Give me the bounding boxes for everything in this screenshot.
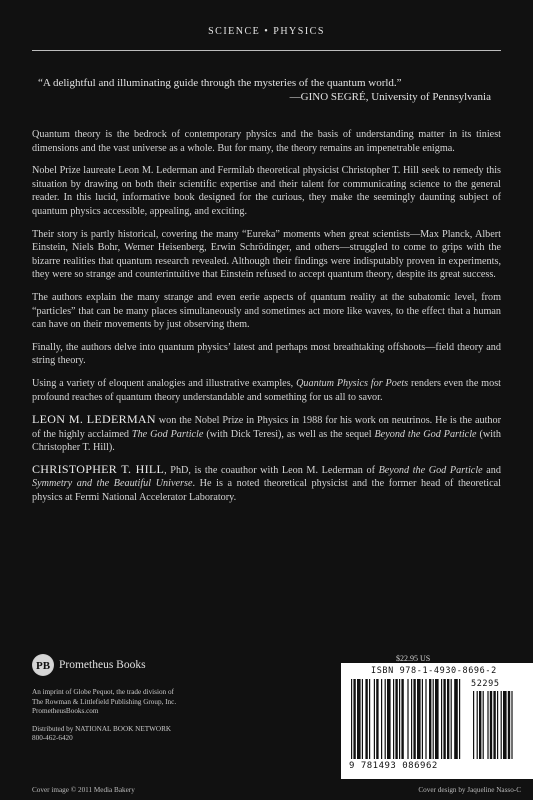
cover-design-credit: Cover design by Jaqueline Nasso-C — [418, 786, 521, 794]
barcode-bar — [454, 679, 458, 759]
publisher-details — [32, 688, 282, 717]
addon-bar — [493, 691, 495, 759]
price-code: 52295 — [471, 679, 500, 689]
barcode-bar — [459, 679, 460, 759]
addon-bar — [497, 691, 498, 759]
book-title: Beyond the God Particle — [378, 464, 483, 476]
barcode-bar — [425, 679, 426, 759]
description — [32, 128, 501, 404]
category-label: SCIENCE • PHYSICS — [208, 26, 325, 37]
bio-text: (with Dick Teresi), as well as the sequel — [203, 428, 375, 440]
addon-bar — [511, 691, 512, 759]
barcode-bar — [429, 679, 431, 759]
barcode-bar — [407, 679, 408, 759]
header-divider — [32, 50, 501, 51]
barcode-bar — [399, 679, 400, 759]
logo-letters: PB — [35, 660, 51, 672]
barcode-bar — [369, 679, 370, 759]
book-title: Beyond the God Particle — [374, 428, 477, 440]
barcode-bar — [435, 679, 439, 759]
addon-bar — [490, 691, 492, 759]
distributor-line: Distributed by NATIONAL BOOK NETWORK — [32, 724, 172, 733]
bio-text: , PhD, is the coauthor with Leon M. Lederman of — [164, 464, 379, 476]
barcode-bar — [393, 679, 394, 759]
barcode-bar — [353, 679, 355, 759]
endorsement-quote: “A delightful and illuminating guide through the mysteries of the quantum world.” — [38, 77, 402, 89]
cover-image-credit: Cover image © 2011 Media Bakery — [32, 786, 135, 794]
description-paragraph-3: Their story is partly historical, covering the many “Eureka” moments when great scientists—Max Planck, Albert Einstein, Niels Bohr, Werner Heisenberg, Erwin Schrödinger, and others—struggled to come to grips with the bizarre realities that quantum research revealed. Although their findings were indisputably proven in experiments, they were so strange and counterintuitive that Einstein refused to accept quantum theory, despite its great success. — [32, 228, 501, 281]
addon-bar — [479, 691, 481, 759]
barcode-bar — [433, 679, 434, 759]
publisher-block — [32, 654, 282, 744]
barcode-bar — [365, 679, 367, 759]
addon-bar — [477, 691, 478, 759]
barcode-bar — [374, 679, 375, 759]
back-cover-content — [32, 76, 501, 513]
price-label: $22.95 US — [396, 654, 431, 663]
barcode-panel — [341, 663, 533, 779]
isbn-text: ISBN 978-1-4930-8696-2 — [371, 666, 497, 676]
barcode-bar — [411, 679, 412, 759]
book-title: The God Particle — [131, 428, 204, 440]
bio-lederman — [32, 413, 501, 455]
barcode-bar — [417, 679, 421, 759]
imprint-line-1: An imprint of Globe Pequot, the trade division of — [32, 688, 174, 696]
description-paragraph-4: The authors explain the many strange and even eerie aspects of quantum reality at the subatomic level, from “particles” that can be many places simultaneously and sometimes act more like waves, to the effect that a human can have on their movements by just observing them. — [32, 291, 501, 331]
addon-bar — [503, 691, 507, 759]
p6-text-a: Using a variety of eloquent analogies and illustrative examples, — [32, 377, 297, 389]
description-paragraph-1: Quantum theory is the bedrock of contemporary physics and the basis of understanding matter in its tiniest dimensions and the vast universe as a whole. But for many, the theory remains an impenetrable enigma. — [32, 129, 501, 154]
distributor-phone: 800-462-6420 — [32, 734, 73, 743]
bio-text: . He is a noted theoretical physicist and the former head of theoretical physics at Fermi National Accelerator Laboratory. — [32, 478, 501, 504]
ean-digits: 9 781493 086962 — [349, 761, 438, 771]
bio-text: won the Nobel Prize in Physics in 1988 for his work on neutrinos. He is the author of the highly acclaimed — [32, 415, 501, 440]
barcode-bar — [381, 679, 382, 759]
description-paragraph-5: Finally, the authors delve into quantum physics’ latest and perhaps most breathtaking offshoots—field theory and string theory. — [32, 341, 501, 367]
description-paragraph-6 — [32, 377, 501, 404]
barcode-bar — [385, 679, 386, 759]
barcode-bar — [401, 679, 403, 759]
attribution-affiliation: , University of Pennsylvania — [365, 91, 491, 103]
imprint-line-2: The Rowman & Littlefield Publishing Group, Inc. — [32, 697, 177, 706]
barcode-bar — [422, 679, 423, 759]
addon-bar — [508, 691, 510, 759]
author-bios — [32, 413, 501, 505]
author-name-lederman: LEON M. LEDERMAN — [32, 412, 156, 427]
book-title: Symmetry and the Beautiful Universe — [32, 478, 193, 490]
description-paragraph-2: Nobel Prize laureate Leon M. Lederman and Fermilab theoretical physicist Christopher T. Hill seek to remedy this situation by drawing on both their scientific expertise and their talent for communicating science to the general reader. In this lucid, informative book designed for the curious, they make the seemingly daunting subject of quantum physics accessible, appealing, and exciting. — [32, 165, 501, 217]
barcode-bar — [387, 679, 391, 759]
barcode-bar — [441, 679, 442, 759]
barcode-bar — [362, 679, 363, 759]
barcode-bar — [357, 679, 361, 759]
publisher-logo-row — [32, 654, 282, 676]
addon-bar — [483, 691, 484, 759]
barcode-bar — [447, 679, 449, 759]
p6-text-b: renders even the most profound reaches of quantum theory understandable and something for us all to savor. — [32, 377, 501, 403]
addon-bar — [473, 691, 474, 759]
attribution-name: GINO SEGRÉ — [300, 91, 366, 103]
bio-text: (with Christopher T. Hill). — [32, 428, 501, 454]
barcode-bar — [413, 679, 415, 759]
publisher-website: PrometheusBooks.com — [32, 707, 99, 716]
bio-text: and — [482, 464, 501, 476]
addon-bar — [501, 691, 502, 759]
distributor-info — [32, 725, 282, 744]
publisher-name: Prometheus Books — [59, 659, 146, 671]
barcode-bar — [443, 679, 445, 759]
barcode-bar — [376, 679, 378, 759]
endorsement-attribution — [32, 90, 491, 104]
barcode-bar — [395, 679, 397, 759]
barcode-bar — [351, 679, 352, 759]
author-name-hill: CHRISTOPHER T. HILL — [32, 461, 165, 476]
book-title: Quantum Physics for Poets — [296, 377, 409, 389]
attribution-dash: — — [289, 91, 301, 103]
addon-bar — [487, 691, 488, 759]
barcode-bar — [451, 679, 452, 759]
prometheus-logo-icon — [32, 654, 54, 676]
bio-hill — [32, 463, 501, 505]
